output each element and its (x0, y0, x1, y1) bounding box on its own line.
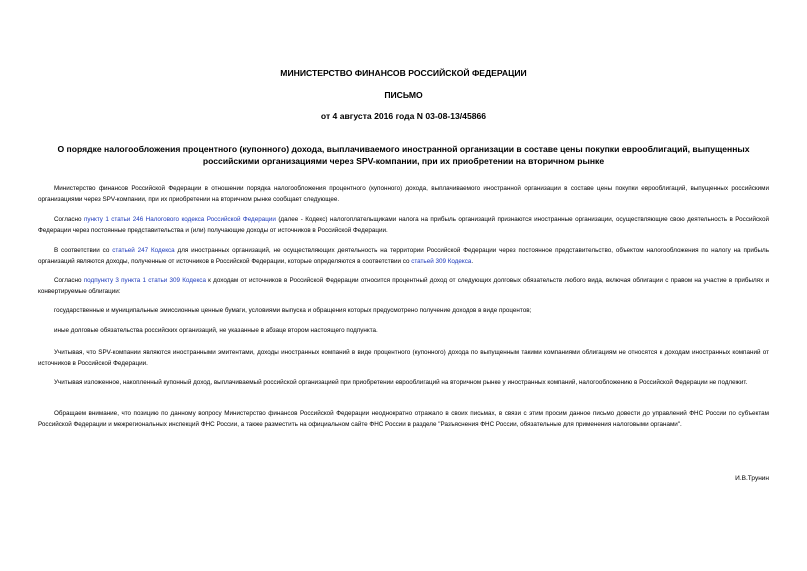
document-subject: О порядке налогообложения процентного (купонного) дохода, выплачиваемого иностранной организации в составе цены покупки еврооблигаций, выпущенных российскими организациями через SPV-компании, при их приобретении на вторичном рынке (57, 144, 750, 166)
ministry-heading: МИНИСТЕРСТВО ФИНАНСОВ РОССИЙСКОЙ ФЕДЕРАЦИИ (280, 68, 527, 78)
paragraph-text: . (471, 257, 474, 265)
paragraph-attention: Обращаем внимание, что позицию по данному вопросу Министерство финансов Российской Федерации неоднократно отражало в своих письмах, в связи с этим просим данное письмо довести до управлений ФНС России по субъектам Российской Федерации и межрегиональных инспекций ФНС России, а также разместить на официальном сайте ФНС России в разделе "Разъяснения ФНС России, обязательные для применения налоговыми органами". (38, 410, 769, 428)
document-type: ПИСЬМО (384, 90, 423, 100)
paragraph-other-obligations: иные долговые обязательства российских организаций, не указанные в абзаце втором настоящего подпункта. (54, 327, 378, 334)
link-article-309[interactable]: статьей 309 Кодекса (411, 257, 472, 265)
paragraph-text: Согласно (54, 216, 84, 223)
paragraph-text: В соответствии со (54, 247, 113, 254)
link-article-247[interactable]: статьей 247 Кодекса (112, 247, 175, 254)
paragraph-text: Согласно (54, 277, 84, 284)
paragraph-conclusion: Учитывая изложенное, накопленный купонный доход, выплачиваемый российской организацией при приобретении еврооблигаций на вторичном рынке у иностранных компаний, налогообложению в Российской Федерации не подлежит. (54, 379, 748, 386)
document-date-number: от 4 августа 2016 года N 03-08-13/45866 (320, 111, 487, 121)
paragraph-intro: Министерство финансов Российской Федерации в отношении порядка налогообложения процентного (купонного) дохода, выплачиваемого иностранной организации в составе цены покупки еврооблигаций, выпущенных российскими организациями через SPV-компании, при их приобретении на вторичном рынке сообщает следующее. (38, 185, 769, 203)
paragraph-spv-companies: Учитывая, что SPV-компании являются иностранными эмитентами, доходы иностранных компаний в виде процентного (купонного) дохода по выпущенным такими компаниями облигациям не относятся к доходам иностранных компаний от источников в Российской Федерации. (38, 349, 769, 367)
paragraph-taxpayers (38, 215, 769, 236)
paragraph-state-securities: государственные и муниципальные эмиссионные ценные бумаги, условиями выпуска и обращения которых предусмотрено получение доходов в виде процентов; (54, 307, 532, 314)
paragraph-income-sources (38, 276, 769, 297)
paragraph-text: (далее - Кодекс) налогоплательщиками налога на прибыль организаций признаются иностранные организации, осуществляющие свою деятельность в Российской Федерации через постоянные представительства и (или) получающие доходы от источников в Российской Федерации. (38, 216, 770, 234)
paragraph-object-of-taxation (38, 246, 769, 267)
paragraph-text: к доходам от источников в Российской Федерации относится процентный доход от следующих долговых обязательств любого вида, включая облигации с правом на участие в прибылях и конвертируемые облигации: (38, 277, 769, 295)
signature: И.В.Трунин (735, 475, 769, 482)
link-article-246[interactable]: пункту 1 статьи 246 Налогового кодекса Российской Федерации (83, 216, 276, 223)
link-article-309-subpoint-3[interactable]: подпункту 3 пункта 1 статьи 309 Кодекса (83, 277, 206, 284)
paragraph-text: для иностранных организаций, не осуществляющих деятельность на территории Российской Федерации через постоянное представительство, объектом налогообложения по налогу на прибыль организаций являются доходы, полученные от источников в Российской Федерации, которые определяются в соответствии со (38, 247, 770, 265)
